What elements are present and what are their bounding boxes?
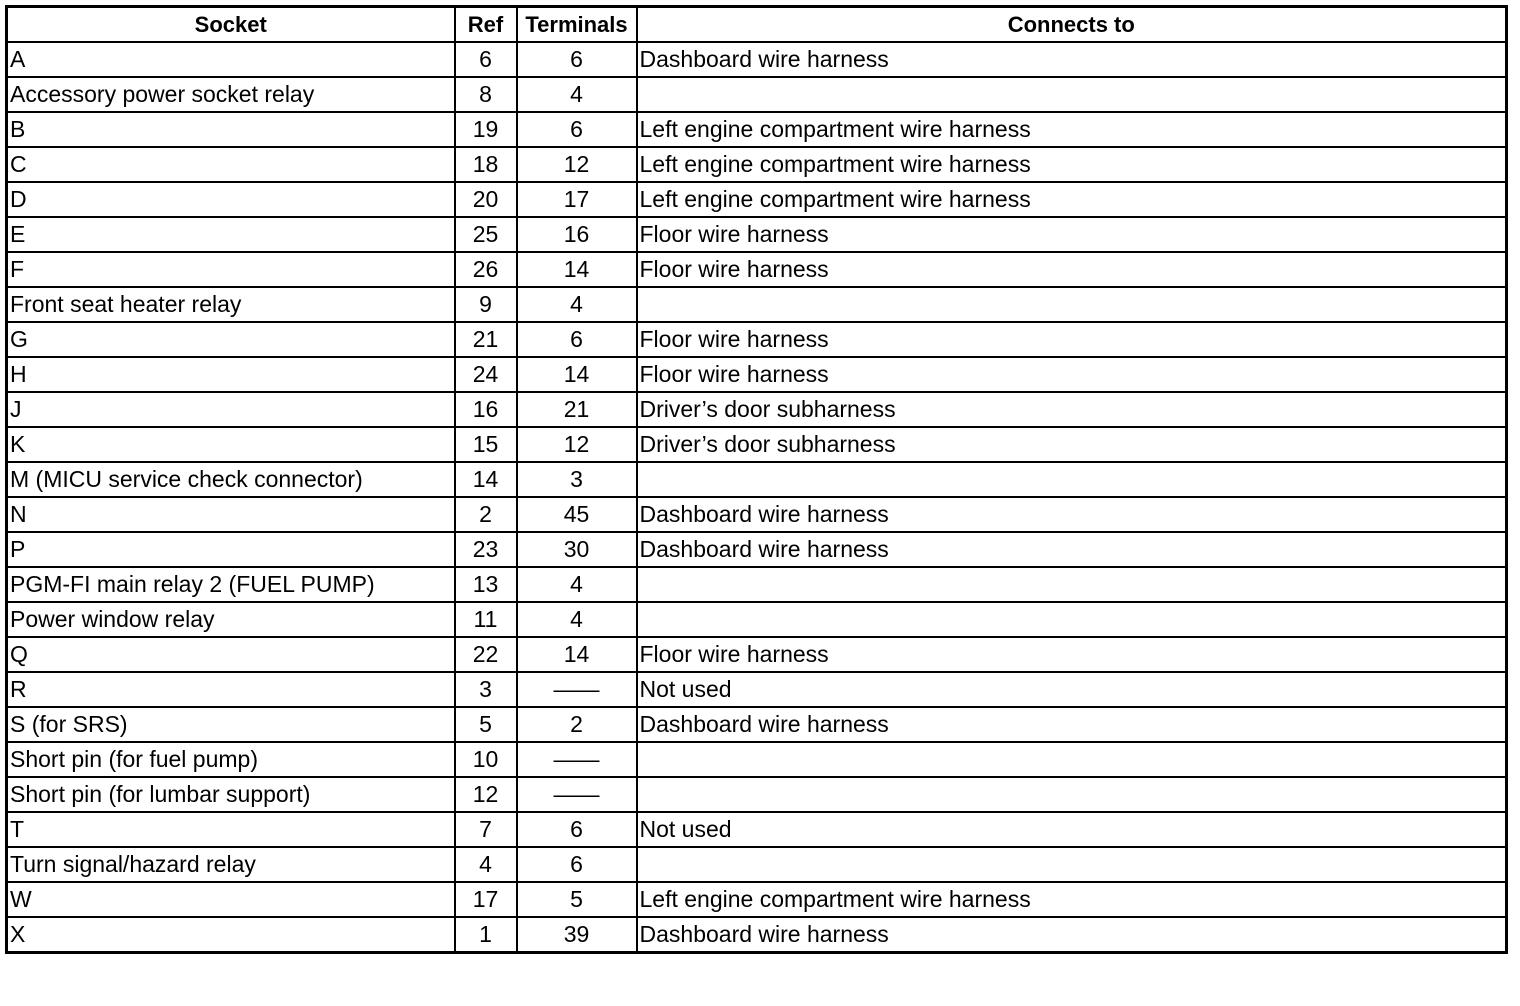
cell-connects-to: Floor wire harness [637, 637, 1507, 672]
cell-connects-to [637, 777, 1507, 812]
cell-connects-to: Floor wire harness [637, 322, 1507, 357]
cell-socket: Accessory power socket relay [7, 77, 455, 112]
cell-ref: 4 [455, 847, 517, 882]
cell-socket: Short pin (for fuel pump) [7, 742, 455, 777]
cell-terminals: 5 [517, 882, 637, 917]
cell-socket: M (MICU service check connector) [7, 462, 455, 497]
cell-connects-to [637, 742, 1507, 777]
cell-connects-to: Dashboard wire harness [637, 917, 1507, 953]
cell-socket: P [7, 532, 455, 567]
cell-connects-to: Dashboard wire harness [637, 497, 1507, 532]
cell-socket: Q [7, 637, 455, 672]
cell-connects-to: Dashboard wire harness [637, 532, 1507, 567]
table-row [7, 532, 1507, 567]
cell-terminals: 21 [517, 392, 637, 427]
table-row [7, 917, 1507, 953]
cell-terminals: 45 [517, 497, 637, 532]
table-row [7, 147, 1507, 182]
table-row [7, 637, 1507, 672]
table-row [7, 77, 1507, 112]
cell-connects-to: Driver’s door subharness [637, 392, 1507, 427]
cell-connects-to [637, 602, 1507, 637]
cell-terminals: 3 [517, 462, 637, 497]
cell-connects-to: Left engine compartment wire harness [637, 182, 1507, 217]
cell-terminals: 17 [517, 182, 637, 217]
cell-ref: 6 [455, 42, 517, 77]
cell-ref: 10 [455, 742, 517, 777]
table-row [7, 847, 1507, 882]
cell-terminals: 6 [517, 42, 637, 77]
cell-socket: F [7, 252, 455, 287]
cell-socket: T [7, 812, 455, 847]
header-connects-to: Connects to [637, 7, 1507, 43]
cell-socket: A [7, 42, 455, 77]
cell-ref: 23 [455, 532, 517, 567]
cell-connects-to: Not used [637, 812, 1507, 847]
table-row [7, 112, 1507, 147]
cell-connects-to [637, 847, 1507, 882]
cell-connects-to: Left engine compartment wire harness [637, 147, 1507, 182]
table-header [7, 7, 1507, 43]
header-ref: Ref [455, 7, 517, 43]
table-row [7, 182, 1507, 217]
cell-socket: C [7, 147, 455, 182]
cell-terminals: 2 [517, 707, 637, 742]
cell-ref: 12 [455, 777, 517, 812]
cell-ref: 18 [455, 147, 517, 182]
cell-terminals: —— [517, 742, 637, 777]
cell-connects-to: Dashboard wire harness [637, 707, 1507, 742]
table-row [7, 567, 1507, 602]
cell-socket: X [7, 917, 455, 953]
cell-terminals: 6 [517, 322, 637, 357]
cell-socket: D [7, 182, 455, 217]
table-row [7, 882, 1507, 917]
cell-socket: PGM-FI main relay 2 (FUEL PUMP) [7, 567, 455, 602]
cell-terminals: 12 [517, 147, 637, 182]
table-row [7, 427, 1507, 462]
table-row [7, 777, 1507, 812]
cell-connects-to: Driver’s door subharness [637, 427, 1507, 462]
cell-ref: 9 [455, 287, 517, 322]
cell-socket: S (for SRS) [7, 707, 455, 742]
socket-table [5, 5, 1508, 954]
cell-connects-to [637, 287, 1507, 322]
cell-terminals: —— [517, 777, 637, 812]
cell-terminals: 4 [517, 567, 637, 602]
cell-ref: 20 [455, 182, 517, 217]
cell-connects-to: Dashboard wire harness [637, 42, 1507, 77]
cell-socket: Short pin (for lumbar support) [7, 777, 455, 812]
cell-connects-to: Left engine compartment wire harness [637, 882, 1507, 917]
cell-socket: J [7, 392, 455, 427]
table-row [7, 707, 1507, 742]
cell-socket: N [7, 497, 455, 532]
cell-ref: 25 [455, 217, 517, 252]
cell-socket: K [7, 427, 455, 462]
cell-socket: Turn signal/hazard relay [7, 847, 455, 882]
cell-ref: 13 [455, 567, 517, 602]
cell-terminals: 16 [517, 217, 637, 252]
cell-ref: 1 [455, 917, 517, 953]
cell-ref: 24 [455, 357, 517, 392]
cell-socket: W [7, 882, 455, 917]
cell-terminals: 6 [517, 812, 637, 847]
cell-socket: Power window relay [7, 602, 455, 637]
table-row [7, 672, 1507, 707]
cell-socket: B [7, 112, 455, 147]
table-row [7, 42, 1507, 77]
table-row [7, 217, 1507, 252]
cell-terminals: 6 [517, 112, 637, 147]
cell-connects-to [637, 462, 1507, 497]
table-row [7, 287, 1507, 322]
cell-socket: E [7, 217, 455, 252]
cell-connects-to [637, 567, 1507, 602]
header-terminals: Terminals [517, 7, 637, 43]
cell-ref: 7 [455, 812, 517, 847]
cell-socket: R [7, 672, 455, 707]
cell-connects-to: Floor wire harness [637, 217, 1507, 252]
cell-ref: 2 [455, 497, 517, 532]
cell-socket: H [7, 357, 455, 392]
table-row [7, 322, 1507, 357]
cell-ref: 26 [455, 252, 517, 287]
cell-ref: 17 [455, 882, 517, 917]
cell-socket: G [7, 322, 455, 357]
cell-ref: 21 [455, 322, 517, 357]
cell-socket: Front seat heater relay [7, 287, 455, 322]
cell-terminals: —— [517, 672, 637, 707]
table-row [7, 602, 1507, 637]
cell-connects-to: Left engine compartment wire harness [637, 112, 1507, 147]
cell-terminals: 14 [517, 252, 637, 287]
table-row [7, 812, 1507, 847]
cell-terminals: 4 [517, 77, 637, 112]
cell-terminals: 14 [517, 637, 637, 672]
cell-terminals: 4 [517, 287, 637, 322]
cell-ref: 14 [455, 462, 517, 497]
cell-ref: 16 [455, 392, 517, 427]
cell-ref: 22 [455, 637, 517, 672]
cell-ref: 8 [455, 77, 517, 112]
cell-ref: 15 [455, 427, 517, 462]
table-row [7, 392, 1507, 427]
cell-terminals: 30 [517, 532, 637, 567]
cell-terminals: 6 [517, 847, 637, 882]
table-row [7, 462, 1507, 497]
cell-ref: 3 [455, 672, 517, 707]
cell-terminals: 14 [517, 357, 637, 392]
header-socket: Socket [7, 7, 455, 43]
cell-terminals: 4 [517, 602, 637, 637]
cell-connects-to: Floor wire harness [637, 252, 1507, 287]
table-row [7, 357, 1507, 392]
header-row [7, 7, 1507, 43]
cell-connects-to [637, 77, 1507, 112]
cell-connects-to: Floor wire harness [637, 357, 1507, 392]
table-row [7, 742, 1507, 777]
cell-ref: 19 [455, 112, 517, 147]
cell-ref: 11 [455, 602, 517, 637]
cell-terminals: 39 [517, 917, 637, 953]
cell-terminals: 12 [517, 427, 637, 462]
table-body [7, 42, 1507, 953]
cell-ref: 5 [455, 707, 517, 742]
table-row [7, 252, 1507, 287]
table-row [7, 497, 1507, 532]
cell-connects-to: Not used [637, 672, 1507, 707]
